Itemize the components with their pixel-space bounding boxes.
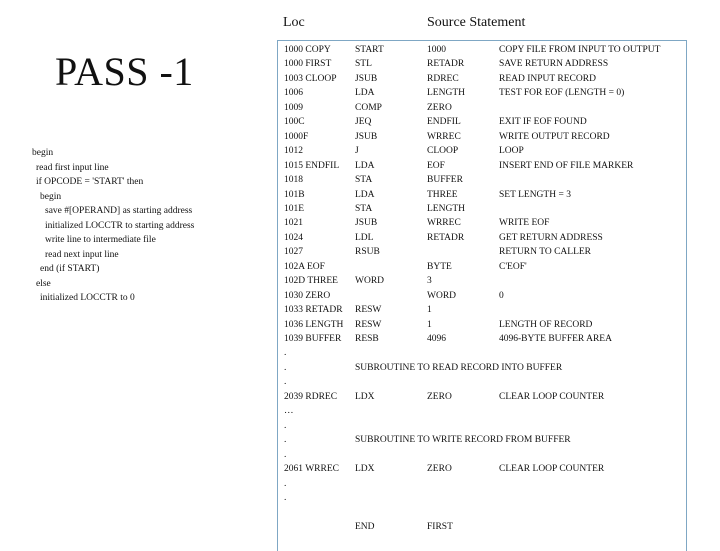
- mnemonic-field: J: [355, 146, 359, 157]
- listing-row: [278, 262, 686, 276]
- listing-row: [278, 146, 686, 160]
- loc-field: 1018: [284, 175, 303, 186]
- listing-row: [278, 406, 686, 420]
- loc-column-header: Loc: [283, 15, 305, 30]
- loc-field: 1000 COPY: [284, 45, 331, 55]
- mnemonic-field: SUBROUTINE TO WRITE RECORD FROM BUFFER: [355, 435, 571, 446]
- loc-field: .: [284, 478, 287, 489]
- operand-field: LENGTH: [427, 88, 465, 99]
- loc-field: 1000 FIRST: [284, 59, 332, 70]
- loc-field: .: [284, 420, 287, 431]
- comment-field: INSERT END OF FILE MARKER: [499, 160, 634, 171]
- loc-field: 1000F: [284, 131, 309, 142]
- comment-field: CLEAR LOOP COUNTER: [499, 464, 605, 475]
- mnemonic-field: JSUB: [355, 73, 378, 84]
- algo-line: begin: [32, 148, 54, 158]
- mnemonic-field: START: [355, 45, 384, 55]
- comment-field: COPY FILE FROM INPUT TO OUTPUT: [499, 45, 661, 55]
- operand-field: 4096: [427, 334, 446, 344]
- loc-field: 102A EOF: [284, 261, 325, 272]
- listing-row: [278, 493, 686, 507]
- operand-field: RETADR: [427, 232, 465, 243]
- listing-row: [278, 291, 686, 305]
- algo-line: write line to intermediate file: [45, 235, 156, 245]
- mnemonic-field: JSUB: [355, 131, 378, 142]
- listing-row: [278, 117, 686, 131]
- operand-field: BUFFER: [427, 175, 463, 186]
- operand-field: WRREC: [427, 131, 461, 142]
- listing-row: [278, 103, 686, 117]
- comment-field: LOOP: [499, 146, 524, 157]
- listing-row: [278, 190, 686, 204]
- operand-field: ZERO: [427, 391, 452, 402]
- listing-row: [278, 45, 686, 59]
- algo-line: read first input line: [36, 162, 109, 173]
- mnemonic-field: SUBROUTINE TO READ RECORD INTO BUFFER: [355, 362, 563, 373]
- loc-field: 2039 RDREC: [284, 391, 338, 402]
- algo-line: read next input line: [45, 249, 119, 260]
- mnemonic-field: RSUB: [355, 247, 380, 258]
- listing-row: [278, 161, 686, 175]
- algo-line: if OPCODE = 'START' then: [36, 177, 144, 187]
- listing-row: [278, 348, 686, 362]
- mnemonic-field: END: [355, 521, 375, 532]
- listing-row: [278, 204, 686, 218]
- listing-row: [278, 435, 686, 449]
- mnemonic-field: RESW: [355, 305, 382, 316]
- mnemonic-field: JEQ: [355, 117, 372, 128]
- listing-row: [278, 522, 686, 536]
- listing-row: [278, 175, 686, 189]
- operand-field: 3: [427, 276, 432, 287]
- listing-row: [278, 392, 686, 406]
- listing-row: [278, 276, 686, 290]
- comment-field: GET RETURN ADDRESS: [499, 232, 603, 243]
- mnemonic-field: COMP: [355, 102, 382, 113]
- operand-field: BYTE: [427, 261, 452, 272]
- operand-field: 1000: [427, 45, 446, 55]
- mnemonic-field: JSUB: [355, 218, 378, 229]
- comment-field: SET LENGTH = 3: [499, 189, 571, 200]
- operand-field: 1: [427, 319, 432, 330]
- listing-row: [278, 363, 686, 377]
- operand-field: WORD: [427, 290, 457, 301]
- mnemonic-field: STA: [355, 203, 373, 214]
- algo-line: end (if START): [40, 264, 100, 274]
- listing-row: [278, 464, 686, 478]
- operand-field: ZERO: [427, 102, 452, 113]
- mnemonic-field: LDX: [355, 464, 375, 475]
- loc-field: 1009: [284, 102, 303, 113]
- operand-field: ZERO: [427, 464, 452, 475]
- operand-field: LENGTH: [427, 203, 465, 214]
- loc-field: 1027: [284, 247, 303, 258]
- loc-field: .: [284, 377, 287, 388]
- loc-field: .: [284, 492, 287, 503]
- comment-field: RETURN TO CALLER: [499, 247, 592, 258]
- listing-row: [278, 334, 686, 348]
- loc-field: 1033 RETADR: [284, 305, 343, 316]
- algo-line: else: [36, 278, 51, 289]
- operand-field: RDREC: [427, 73, 459, 84]
- slide-title: PASS -1: [55, 49, 194, 94]
- comment-field: WRITE EOF: [499, 218, 550, 229]
- operand-field: THREE: [427, 189, 458, 200]
- operand-field: CLOOP: [427, 146, 459, 157]
- loc-field: 1006: [284, 88, 303, 99]
- operand-field: EOF: [427, 160, 445, 171]
- mnemonic-field: STA: [355, 175, 373, 186]
- comment-field: TEST FOR EOF (LENGTH = 0): [499, 88, 625, 99]
- mnemonic-field: LDL: [355, 232, 374, 243]
- operand-field: RETADR: [427, 59, 465, 70]
- loc-field: 1036 LENGTH: [284, 319, 344, 330]
- loc-field: 1039 BUFFER: [284, 334, 342, 344]
- comment-field: EXIT IF EOF FOUND: [499, 117, 587, 128]
- comment-field: C'EOF': [499, 261, 527, 272]
- algo-line: save #[OPERAND] as starting address: [45, 206, 193, 216]
- mnemonic-field: RESW: [355, 319, 382, 330]
- loc-field: 102D THREE: [284, 276, 338, 287]
- loc-field: 1012: [284, 146, 303, 157]
- comment-field: CLEAR LOOP COUNTER: [499, 391, 605, 402]
- mnemonic-field: LDA: [355, 160, 375, 171]
- comment-field: READ INPUT RECORD: [499, 73, 596, 84]
- listing-row: [278, 377, 686, 391]
- loc-field: .: [284, 435, 287, 446]
- operand-field: FIRST: [427, 521, 453, 532]
- listing-row: [278, 218, 686, 232]
- algo-line: initialized LOCCTR to starting address: [45, 220, 195, 231]
- listing-row: [278, 247, 686, 261]
- mnemonic-field: LDA: [355, 189, 375, 200]
- loc-field: 1003 CLOOP: [284, 73, 337, 84]
- loc-field: .: [284, 348, 287, 359]
- loc-field: .: [284, 362, 287, 373]
- loc-field: 1015 ENDFIL: [284, 160, 340, 171]
- loc-field: 2061 WRREC: [284, 464, 339, 475]
- source-listing-panel: [277, 40, 687, 551]
- operand-field: 1: [427, 305, 432, 316]
- operand-field: ENDFIL: [427, 117, 461, 128]
- loc-field: 100C: [284, 117, 305, 128]
- loc-field: .: [284, 449, 287, 460]
- comment-field: 0: [499, 290, 504, 301]
- comment-field: WRITE OUTPUT RECORD: [499, 131, 610, 142]
- mnemonic-field: LDX: [355, 391, 375, 402]
- listing-row: [278, 479, 686, 493]
- listing-row: [278, 320, 686, 334]
- pass1-algorithm: [32, 146, 194, 306]
- operand-field: WRREC: [427, 218, 461, 229]
- loc-field: 101E: [284, 203, 305, 214]
- loc-field: 1030 ZERO: [284, 290, 331, 301]
- algo-line: begin: [40, 191, 62, 202]
- loc-field: …: [284, 406, 294, 417]
- mnemonic-field: RESB: [355, 334, 379, 344]
- comment-field: SAVE RETURN ADDRESS: [499, 59, 609, 70]
- mnemonic-field: WORD: [355, 276, 385, 287]
- source-statement-header: Source Statement: [427, 15, 526, 30]
- comment-field: LENGTH OF RECORD: [499, 319, 593, 330]
- listing-row: [278, 507, 686, 521]
- loc-field: 101B: [284, 189, 305, 200]
- listing-row: [278, 233, 686, 247]
- mnemonic-field: STL: [355, 59, 372, 70]
- loc-field: 1021: [284, 218, 303, 229]
- listing-row: [278, 421, 686, 435]
- listing-row: [278, 88, 686, 102]
- listing-row: [278, 74, 686, 88]
- listing-row: [278, 450, 686, 464]
- listing-row: [278, 59, 686, 73]
- comment-field: 4096-BYTE BUFFER AREA: [499, 334, 612, 344]
- mnemonic-field: LDA: [355, 88, 375, 99]
- algo-line: initialized LOCCTR to 0: [40, 293, 135, 303]
- listing-row: [278, 132, 686, 146]
- listing-row: [278, 305, 686, 319]
- loc-field: 1024: [284, 232, 303, 243]
